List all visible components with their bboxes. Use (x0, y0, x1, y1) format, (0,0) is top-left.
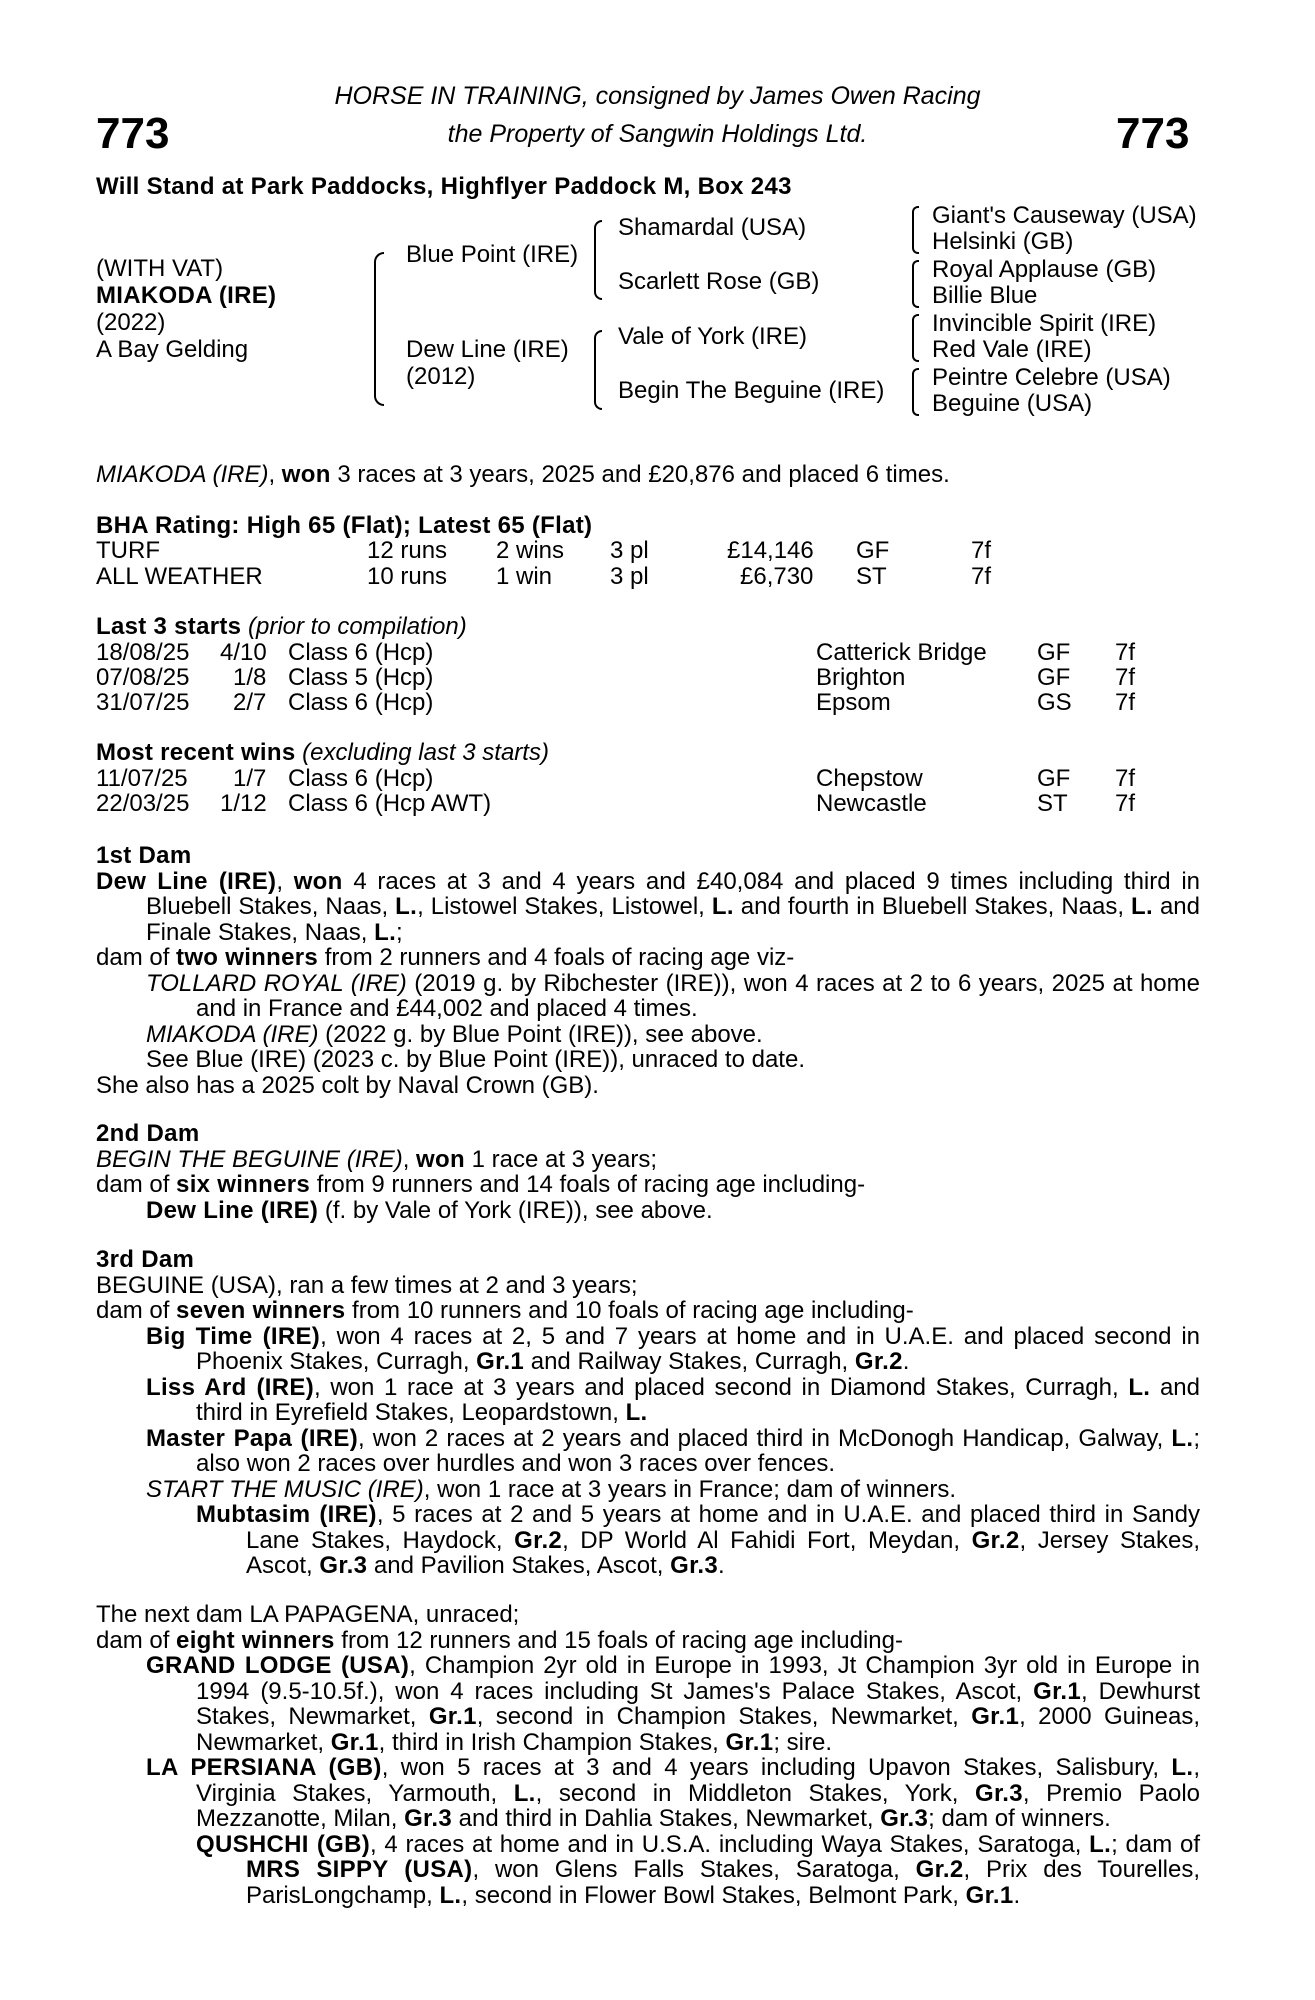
group-label: Gr.2 (854, 1348, 903, 1375)
group-label: Gr.3 (975, 1779, 1023, 1807)
text: . (718, 1552, 725, 1579)
text: . (902, 1348, 910, 1375)
race-date: 22/03/25 (96, 790, 190, 817)
pedigree-sdd: Billie Blue (932, 282, 1038, 309)
offspring-entry (96, 1375, 1200, 1426)
summary-comma: , (268, 461, 282, 488)
horse-year: (2022) (96, 309, 166, 336)
second-dam-section (96, 1121, 1200, 1223)
race-summary (96, 462, 950, 488)
horse-name: MIAKODA (IRE) (96, 282, 277, 309)
race-going: GF (1037, 639, 1071, 666)
pedigree-sds: Royal Applause (GB) (932, 256, 1157, 283)
group-label: Gr.1 (1033, 1677, 1082, 1705)
rating-runs: 10 runs (367, 563, 448, 590)
winners-count: seven winners (176, 1297, 346, 1324)
race-going: GS (1037, 689, 1072, 716)
text: from 9 runners and 14 foals of racing age including- (310, 1171, 866, 1198)
group-label: Gr.3 (404, 1805, 452, 1832)
race-distance: 7f (1115, 689, 1136, 716)
lot-number-left: 773 (96, 109, 170, 158)
text: , 5 races at 2 and 5 years at home and in U.A.E. and placed third in Sandy Lane Stakes, Haydock, (246, 1501, 1201, 1554)
third-dam-produce (96, 1298, 1200, 1324)
offspring-name: Master Papa (IRE) (146, 1424, 359, 1452)
listed-label: L. (1131, 893, 1153, 920)
last3-title: Last 3 starts (96, 613, 242, 640)
winners-count: eight winners (176, 1626, 335, 1654)
winners-count: six winners (176, 1171, 311, 1198)
text: and Finale Stakes, Naas, (146, 893, 1200, 946)
race-going: ST (1037, 790, 1068, 817)
offspring-name: MRS SIPPY (USA) (246, 1856, 473, 1883)
race-class: Class 6 (Hcp) (288, 689, 434, 716)
race-date: 31/07/25 (96, 689, 190, 716)
comma: , (402, 1145, 417, 1173)
last3-note: (prior to compilation) (241, 613, 467, 640)
listed-label: L. (711, 893, 734, 920)
group-label: Gr.2 (514, 1526, 563, 1554)
owner-line: the Property of Sangwin Holdings Ltd. (447, 120, 868, 148)
group-label: Gr.1 (476, 1348, 525, 1375)
pedigree-brace-g3 (912, 314, 919, 362)
group-label: Gr.1 (971, 1703, 1020, 1730)
listed-label: L. (374, 918, 397, 946)
first-dam-record (96, 869, 1200, 946)
text: . (1013, 1881, 1021, 1909)
rating-surface: ALL WEATHER (96, 563, 263, 590)
first-dam-name: Dew Line (IRE) (96, 867, 277, 895)
group-label: Gr.1 (330, 1728, 379, 1756)
race-going: GF (1037, 765, 1071, 792)
group-label: Gr.3 (319, 1552, 368, 1579)
recent-wins-note: (excluding last 3 starts) (295, 739, 549, 766)
pedigree-dam-dam: Begin The Beguine (IRE) (618, 377, 885, 404)
listed-label: L. (439, 1881, 462, 1909)
listed-label: L. (1171, 1754, 1194, 1781)
second-dam-title: 2nd Dam (96, 1120, 200, 1147)
text: , Prix des Tourelles, ParisLongchamp, (246, 1856, 1201, 1909)
race-class: Class 6 (Hcp AWT) (288, 790, 492, 817)
last3-heading (96, 614, 467, 640)
offspring-entry (96, 1324, 1200, 1375)
text: dam of (96, 944, 177, 971)
text: , won 1 race at 3 years and placed second in Diamond Stakes, Curragh, (313, 1373, 1129, 1401)
text: , second in Flower Bowl Stakes, Belmont Park, (461, 1881, 966, 1909)
race-class: Class 6 (Hcp) (288, 639, 434, 666)
pedigree-dds: Peintre Celebre (USA) (932, 364, 1171, 391)
grand-offspring-entry (96, 1502, 1200, 1579)
rating-prize: £6,730 (740, 563, 814, 590)
text: , won 2 races at 2 years and placed third in McDonogh Handicap, Galway, (358, 1424, 1172, 1452)
offspring-name: GRAND LODGE (USA) (146, 1652, 410, 1679)
pedigree-sire: Blue Point (IRE) (406, 241, 579, 268)
bha-rating-title: BHA Rating: High 65 (Flat); Latest 65 (Flat) (96, 512, 593, 539)
offspring-name: Dew Line (IRE) (146, 1196, 319, 1224)
pedigree-sire-sire: Shamardal (USA) (618, 214, 807, 241)
pedigree-brace-main (374, 252, 384, 406)
offspring-entry (96, 1755, 1200, 1832)
rating-places: 3 pl (610, 563, 649, 590)
race-distance: 7f (1115, 790, 1136, 817)
comma: , (276, 867, 294, 895)
text: (2019 g. by Ribchester (IRE)), won 4 races at 2 to 6 years, 2025 at home and in France and £44,002 and placed 4 times. (196, 969, 1200, 1022)
rating-wins: 1 win (496, 563, 553, 590)
race-class: Class 5 (Hcp) (288, 664, 434, 691)
text: (2022 g. by Blue Point (IRE)), see above. (318, 1020, 763, 1048)
text: ; (396, 918, 403, 946)
offspring-name: MIAKODA (IRE) (146, 1020, 319, 1048)
offspring-name: START THE MUSIC (IRE) (146, 1475, 424, 1503)
text: , won 4 races at 2, 5 and 7 years at home and in U.A.E. and placed second in Phoenix Stakes, Curragh, (196, 1322, 1200, 1375)
text: ; also won 2 races over hurdles and won 3 races over fences. (196, 1424, 1200, 1477)
pedigree-dsd: Red Vale (IRE) (932, 336, 1092, 363)
rating-prize: £14,146 (727, 537, 814, 564)
text: , Virginia Stakes, Yarmouth, (196, 1754, 1200, 1807)
pedigree-dam: Dew Line (IRE) (406, 336, 569, 363)
rating-going: ST (856, 563, 887, 590)
summary-horse-name: MIAKODA (IRE) (96, 461, 269, 488)
race-position: 2/7 (233, 689, 267, 716)
text: (f. by Vale of York (IRE)), see above. (318, 1196, 713, 1224)
rating-distance: 7f (971, 537, 992, 564)
offspring-name: TOLLARD ROYAL (IRE) (146, 969, 407, 997)
text: , third in Irish Champion Stakes, (378, 1728, 726, 1756)
summary-text: 3 races at 3 years, 2025 and £20,876 and placed 6 times. (330, 461, 950, 488)
race-position: 1/7 (233, 765, 267, 792)
third-dam-section (96, 1247, 1200, 1579)
first-dam-produce (96, 945, 1200, 971)
second-dam-record (96, 1147, 1200, 1173)
pedigree-brace-g1 (912, 206, 919, 254)
offspring-entry (96, 1477, 1200, 1503)
text: ; dam of (1111, 1830, 1200, 1858)
next-dam-intro: The next dam LA PAPAGENA, unraced; (96, 1601, 520, 1628)
race-date: 07/08/25 (96, 664, 190, 691)
group-label: Gr.3 (880, 1805, 929, 1832)
pedigree-ddd: Beguine (USA) (932, 390, 1093, 417)
text: from 12 runners and 15 foals of racing age including- (334, 1626, 903, 1654)
text: , 4 races at home and in U.S.A. including Waya Stakes, Saratoga, (370, 1830, 1090, 1858)
group-label: Gr.1 (725, 1728, 774, 1756)
race-distance: 7f (1115, 664, 1136, 691)
text: dam of (96, 1171, 177, 1198)
text: dam of (96, 1626, 177, 1654)
race-position: 1/12 (220, 790, 267, 817)
listed-label: L. (1171, 1424, 1194, 1452)
text: , DP World Al Fahidi Fort, Meydan, (562, 1526, 972, 1554)
text: and Pavilion Stakes, Ascot, (367, 1552, 671, 1579)
text: and fourth in Bluebell Stakes, Naas, (733, 893, 1132, 920)
text: and third in Eyrefield Stakes, Leopardstown, (196, 1373, 1200, 1426)
second-dam-name: BEGIN THE BEGUINE (IRE) (96, 1145, 403, 1173)
first-dam-section (96, 843, 1200, 1098)
race-course: Epsom (816, 689, 891, 716)
pedigree-ssd: Helsinki (GB) (932, 228, 1074, 255)
offspring-name: Big Time (IRE) (146, 1322, 321, 1350)
horse-description: A Bay Gelding (96, 336, 249, 363)
offspring-name: Liss Ard (IRE) (146, 1373, 314, 1401)
pedigree-brace-g2 (912, 260, 919, 308)
text: , Dewhurst Stakes, Newmarket, (196, 1677, 1201, 1730)
race-position: 1/8 (233, 664, 267, 691)
pedigree-sss: Giant's Causeway (USA) (932, 202, 1197, 229)
text: dam of (96, 1297, 177, 1324)
next-dam-section (96, 1602, 1200, 1908)
offspring-entry (96, 1653, 1200, 1755)
text: , Champion 2yr old in Europe in 1993, Jt Champion 3yr old in Europe in 1994 (9.5-10.5f.), won 4 races including St James's Palace Stakes, Ascot, (196, 1652, 1200, 1705)
third-dam-title: 3rd Dam (96, 1246, 195, 1273)
race-course: Catterick Bridge (816, 639, 987, 666)
pedigree-brace-g4 (912, 368, 919, 416)
text: , second in Middleton Stakes, York, (535, 1779, 975, 1807)
rating-wins: 2 wins (496, 537, 565, 564)
race-course: Newcastle (816, 790, 927, 817)
text: , 2000 Guineas, Newmarket, (196, 1703, 1200, 1756)
second-dam-produce (96, 1172, 1200, 1198)
pedigree-sire-dam: Scarlett Rose (GB) (618, 268, 820, 295)
offspring-entry (96, 971, 1200, 1022)
race-course: Brighton (816, 664, 906, 691)
offspring-name: Mubtasim (IRE) (196, 1501, 377, 1528)
text: from 10 runners and 10 foals of racing age including- (345, 1297, 914, 1324)
vat-note: (WITH VAT) (96, 255, 224, 282)
text: , Premio Paolo Mezzanotte, Milan, (196, 1779, 1201, 1832)
text: , Listowel Stakes, Listowel, (417, 893, 712, 920)
first-dam-title: 1st Dam (96, 842, 192, 869)
rating-places: 3 pl (610, 537, 649, 564)
race-going: GF (1037, 664, 1071, 691)
offspring-entry: See Blue (IRE) (2023 c. by Blue Point (IRE)), unraced to date. (146, 1046, 805, 1073)
text: 1 race at 3 years; (464, 1145, 658, 1173)
text: , Jersey Stakes, Ascot, (246, 1526, 1200, 1579)
text: 4 races at 3 and 4 years and £40,084 and placed 9 times including third in Bluebell Stakes, Naas, (146, 867, 1200, 920)
pedigree-brace-sire (594, 220, 602, 300)
listed-label: L. (625, 1399, 648, 1426)
offspring-name: LA PERSIANA (GB) (146, 1754, 382, 1781)
text: , won Glens Falls Stakes, Saratoga, (472, 1856, 916, 1883)
next-dam-produce (96, 1628, 1200, 1654)
text: , won 1 race at 3 years in France; dam of winners. (423, 1475, 957, 1503)
consignor-line: HORSE IN TRAINING, consigned by James Owen Racing (334, 82, 981, 110)
race-date: 11/07/25 (96, 765, 188, 792)
race-class: Class 6 (Hcp) (288, 765, 434, 792)
third-dam-intro: BEGUINE (USA), ran a few times at 2 and 3 years; (96, 1271, 638, 1299)
recent-wins-title: Most recent wins (96, 739, 296, 766)
pedigree-dam-sire: Vale of York (IRE) (618, 323, 807, 350)
text: from 2 runners and 4 foals of racing age viz- (318, 944, 795, 971)
offspring-entry (96, 1022, 1200, 1048)
race-position: 4/10 (220, 639, 267, 666)
summary-won: won (281, 461, 331, 488)
race-date: 18/08/25 (96, 639, 190, 666)
won-label: won (293, 867, 343, 895)
first-dam-note: She also has a 2025 colt by Naval Crown (GB). (96, 1071, 599, 1099)
text: and Railway Stakes, Curragh, (524, 1348, 855, 1375)
won-label: won (416, 1145, 465, 1173)
listed-label: L. (395, 893, 418, 920)
stand-location: Will Stand at Park Paddocks, Highflyer Paddock M, Box 243 (96, 173, 792, 200)
rating-going: GF (856, 537, 890, 564)
offspring-entry (96, 1426, 1200, 1477)
group-label: Gr.2 (971, 1526, 1020, 1554)
text: ; sire. (773, 1728, 833, 1756)
listed-label: L. (1089, 1830, 1112, 1858)
offspring-name: QUSHCHI (GB) (196, 1830, 371, 1858)
rating-runs: 12 runs (367, 537, 448, 564)
grand-offspring-entry (96, 1832, 1200, 1909)
text: , won 5 races at 3 and 4 years including Upavon Stakes, Salisbury, (381, 1754, 1172, 1781)
text: and third in Dahlia Stakes, Newmarket, (452, 1805, 881, 1832)
listed-label: L. (513, 1779, 536, 1807)
text: ; dam of winners. (928, 1805, 1111, 1832)
race-distance: 7f (1115, 765, 1136, 792)
pedigree-dss: Invincible Spirit (IRE) (932, 310, 1157, 337)
group-label: Gr.1 (965, 1881, 1014, 1909)
winners-count: two winners (176, 944, 319, 971)
offspring-entry (96, 1198, 1200, 1224)
rating-surface: TURF (96, 537, 160, 564)
lot-number-right: 773 (1116, 109, 1190, 158)
race-course: Chepstow (816, 765, 923, 792)
group-label: Gr.2 (915, 1856, 964, 1883)
listed-label: L. (1128, 1373, 1151, 1401)
pedigree-dam-year: (2012) (406, 363, 476, 390)
pedigree-brace-dam (594, 330, 602, 410)
group-label: Gr.1 (428, 1703, 477, 1730)
race-distance: 7f (1115, 639, 1136, 666)
group-label: Gr.3 (670, 1552, 719, 1579)
recent-wins-heading (96, 740, 549, 766)
text: , second in Champion Stakes, Newmarket, (476, 1703, 972, 1730)
rating-distance: 7f (971, 563, 992, 590)
